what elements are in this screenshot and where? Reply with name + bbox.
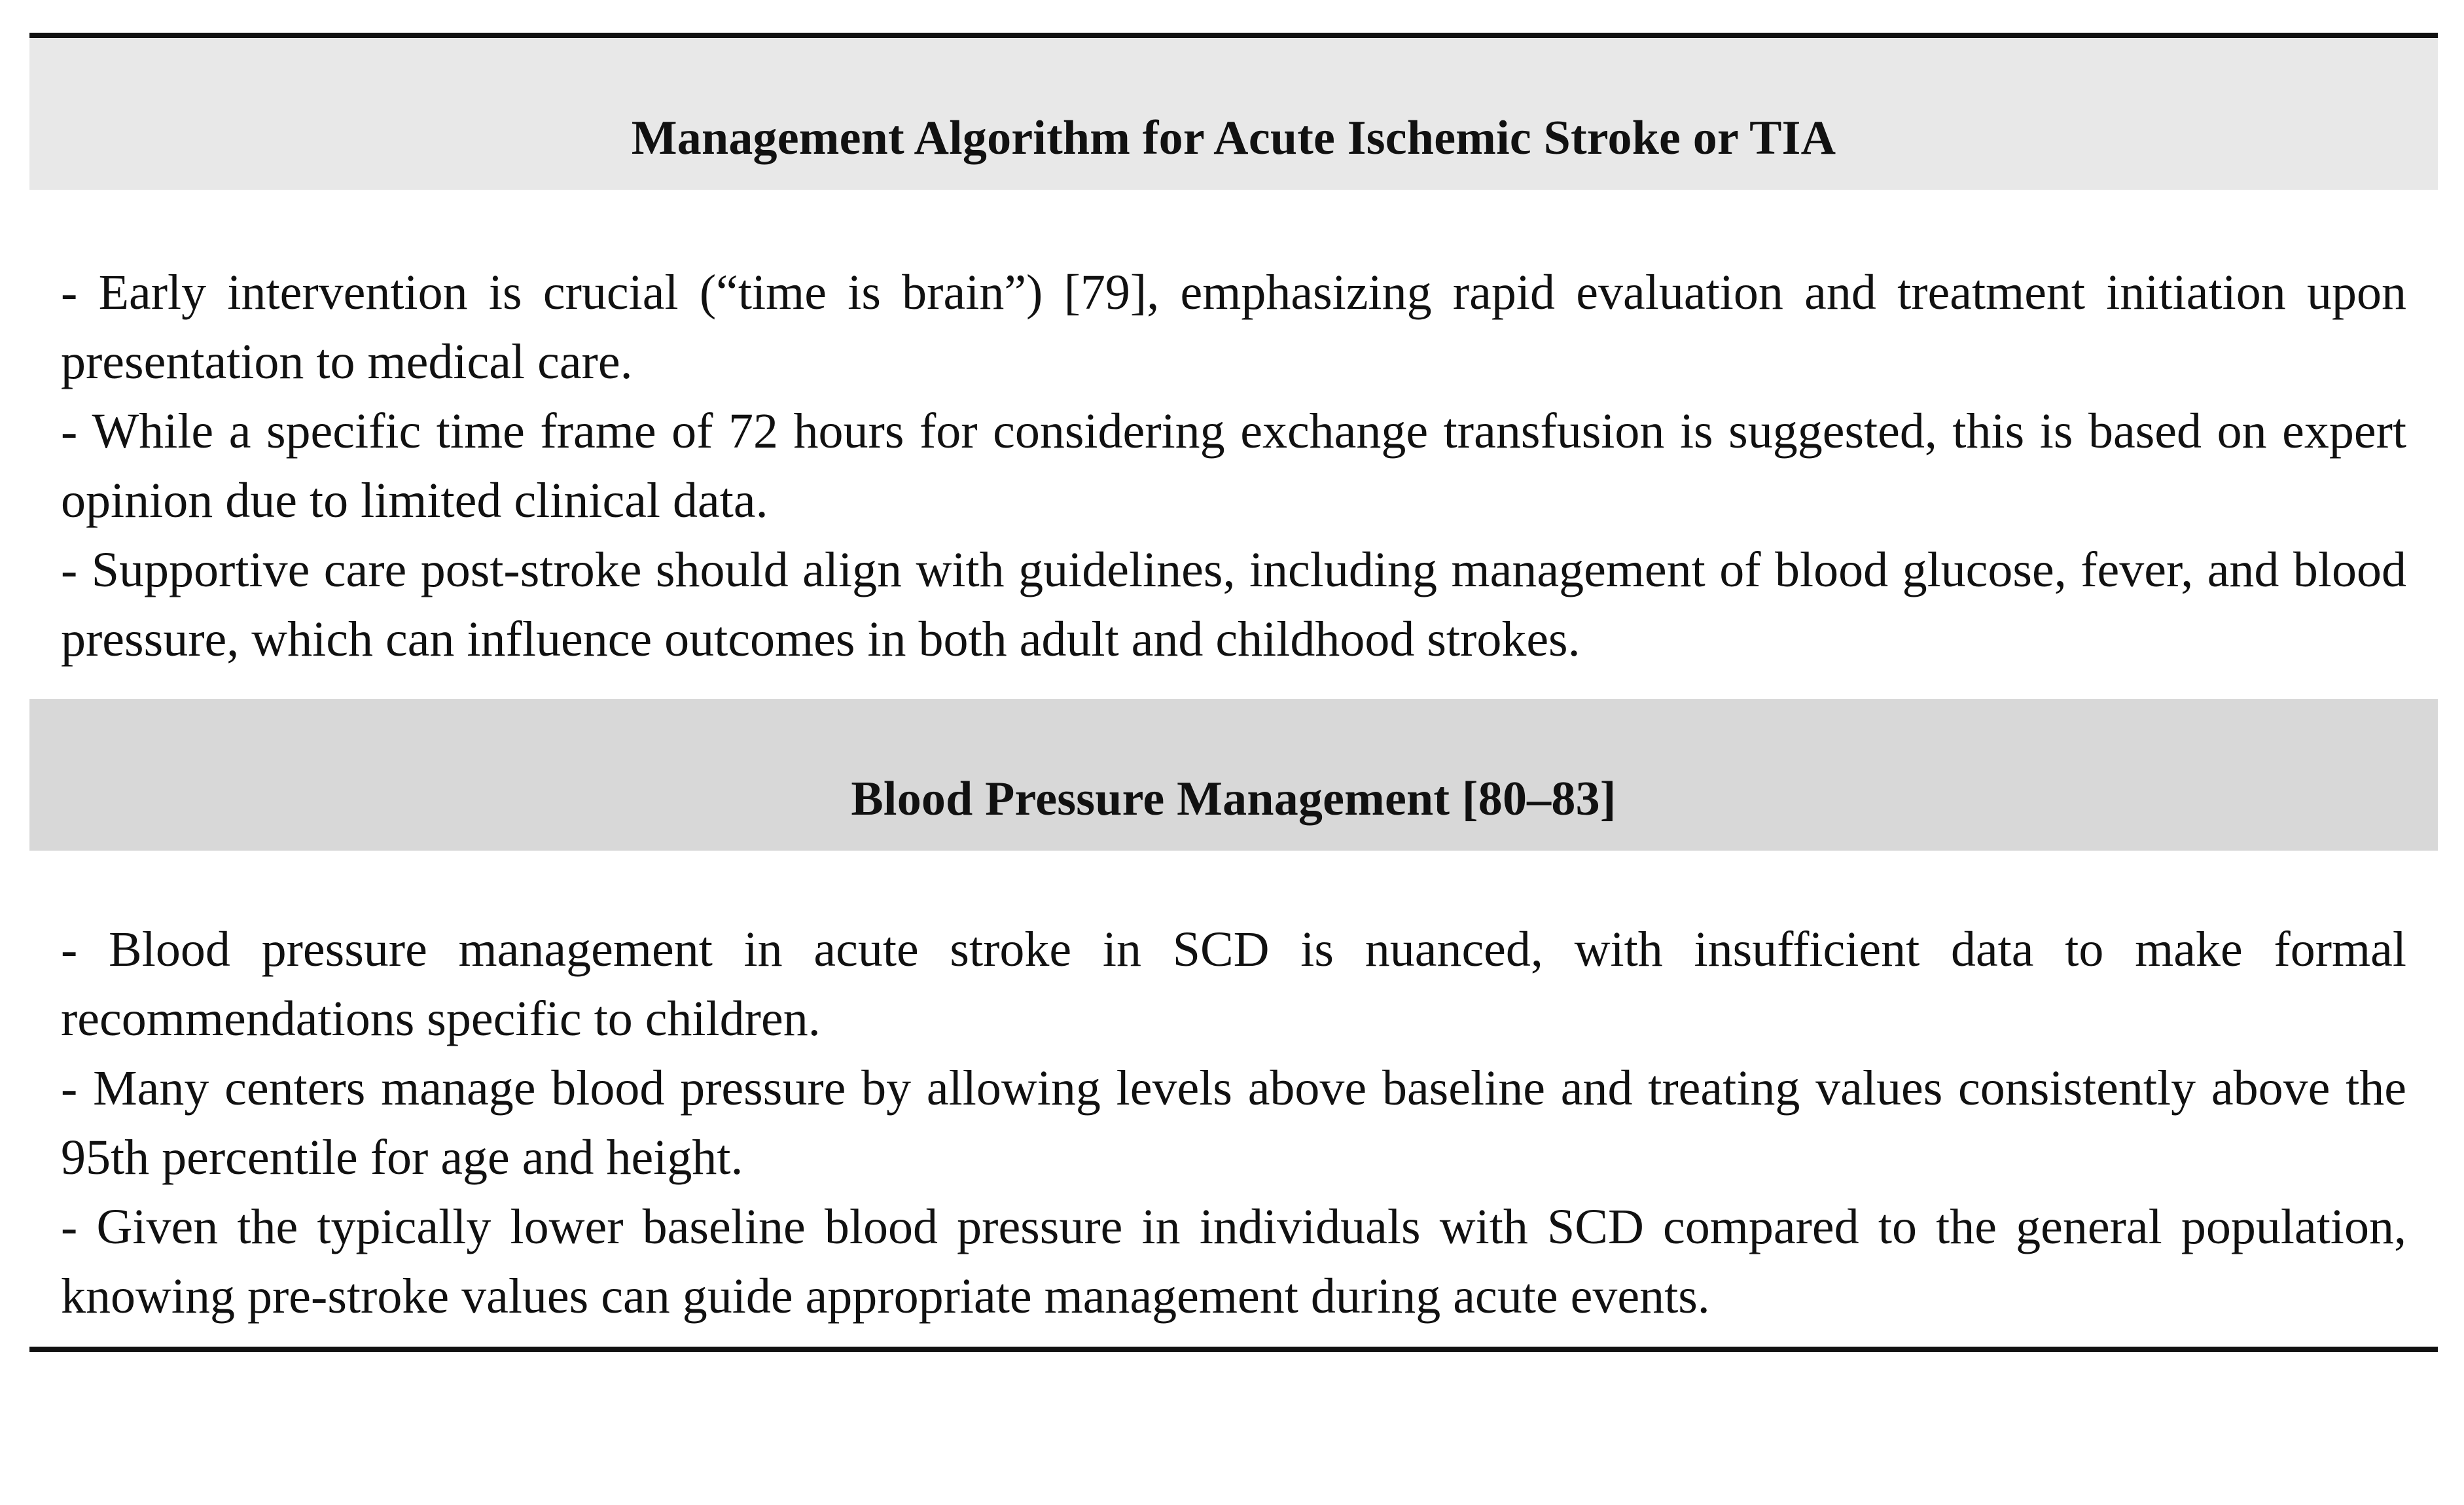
table-bottom-rule bbox=[29, 1347, 2438, 1352]
section-header-acute-stroke bbox=[29, 38, 2438, 190]
table-top-rule bbox=[29, 33, 2438, 38]
bullet-item: - Blood pressure management in acute stroke in SCD is nuanced, with insufficient data to make formal recommendations specific to children. bbox=[61, 922, 2406, 1046]
bullet-item: - Early intervention is crucial (“time is brain”) [79], emphasizing rapid evaluation and treatment initiation upon presentation to medical care. bbox=[61, 265, 2406, 389]
section-header-blood-pressure bbox=[29, 699, 2438, 851]
section-heading: Blood Pressure Management [80–83] bbox=[851, 772, 1616, 826]
section-heading: Management Algorithm for Acute Ischemic Stroke or TIA bbox=[631, 111, 1836, 165]
guideline-table bbox=[29, 33, 2438, 1352]
bullet-item: - Many centers manage blood pressure by allowing levels above baseline and treating values consistently above the 95th percentile for age and height. bbox=[61, 1061, 2406, 1185]
section-body-acute-stroke bbox=[29, 190, 2438, 699]
bullet-item: - While a specific time frame of 72 hours for considering exchange transfusion is suggested, this is based on expert opinion due to limited clinical data. bbox=[61, 404, 2406, 528]
bullet-item: - Given the typically lower baseline blood pressure in individuals with SCD compared to the general population, knowing pre-stroke values can guide appropriate management during acute events. bbox=[61, 1199, 2406, 1324]
bullet-item: - Supportive care post-stroke should align with guidelines, including management of blood glucose, fever, and blood pressure, which can influence outcomes in both adult and childhood strokes. bbox=[61, 542, 2406, 667]
section-body-blood-pressure bbox=[29, 851, 2438, 1347]
